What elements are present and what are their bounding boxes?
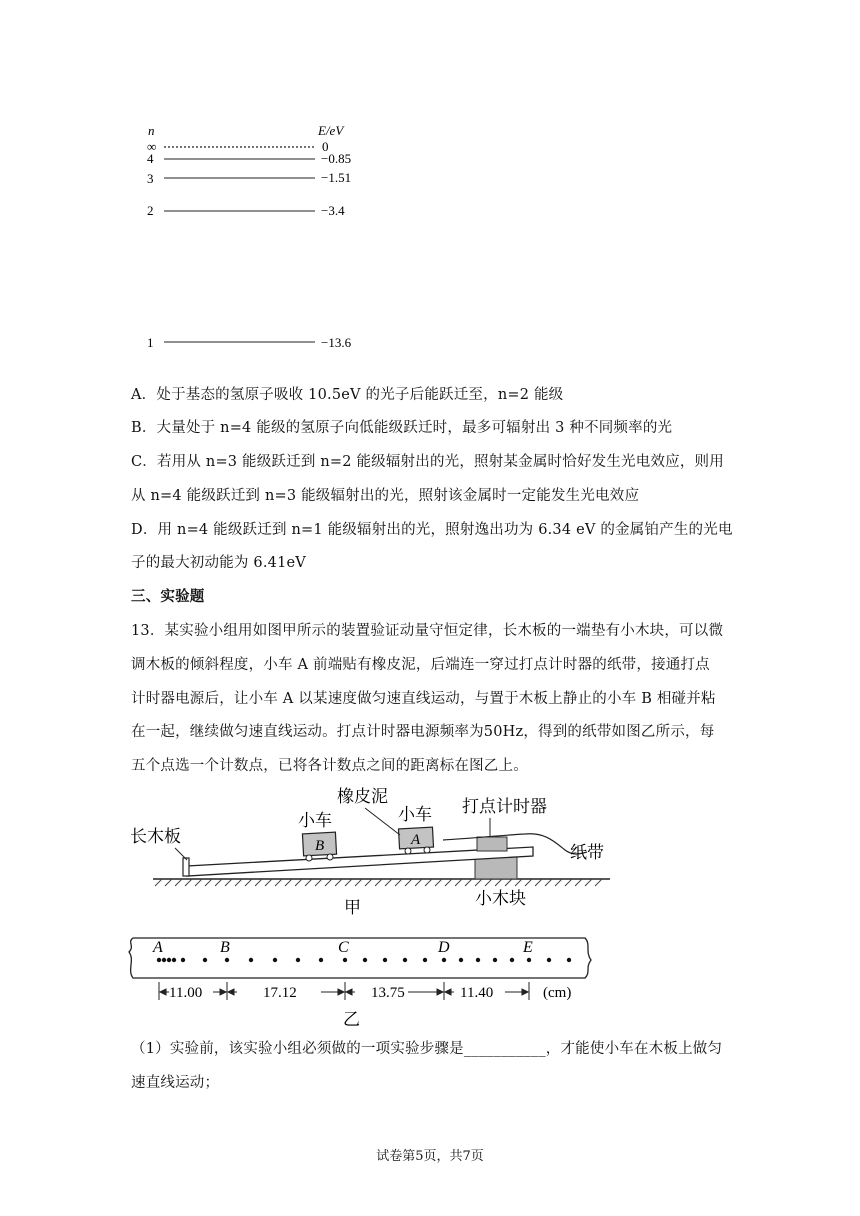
point-label-b: B (220, 939, 230, 956)
tape-dot (172, 958, 176, 962)
tape-dot (343, 958, 347, 962)
ground-hatching (155, 879, 602, 886)
distance-de: 11.40 (460, 985, 494, 1001)
tape-dot (442, 958, 446, 962)
level-n-1: 1 (147, 335, 154, 350)
option-d-line-2: 子的最大初动能为 6.41eV (131, 555, 306, 571)
apparatus-diagram (125, 780, 625, 920)
tape-dot (459, 958, 463, 962)
question-13-line-1: 13．某实验小组用如图甲所示的装置验证动量守恒定律，长木板的一端垫有小木块，可以微 (131, 623, 724, 639)
tape-dot (493, 958, 497, 962)
tape-dot (527, 958, 531, 962)
tape-dot (510, 958, 514, 962)
board-label: 长木板 (130, 827, 181, 846)
board-label-leader (175, 848, 187, 860)
cart-b-label: 小车 (298, 811, 332, 830)
tape-dot (423, 958, 427, 962)
n-axis-label: n (148, 123, 155, 138)
tape-dot (162, 958, 166, 962)
tape-strip (129, 938, 591, 978)
distance-unit: (cm) (543, 985, 572, 1001)
question-13-line-2: 调木板的倾斜程度，小车 A 前端贴有橡皮泥，后端连一穿过打点计时器的纸带，接通打点 (131, 657, 710, 673)
tape-dot (225, 958, 229, 962)
level-n-2: 2 (147, 203, 154, 218)
small-wood-block (475, 857, 517, 879)
tape-dot (181, 958, 185, 962)
level-e-1: −13.6 (321, 335, 352, 350)
point-label-a: A (153, 939, 163, 956)
level-e-3: −1.51 (321, 170, 352, 185)
option-c-line-2: 从 n=4 能级跃迁到 n=3 能级辐射出的光，照射该金属时一定能发生光电效应 (131, 488, 640, 504)
apparatus-caption: 甲 (344, 898, 361, 917)
tape-dot (403, 958, 407, 962)
cart-a-letter: A (411, 832, 421, 848)
cart-a-label: 小车 (398, 805, 432, 824)
subquestion-1-line-1: （1）实验前，该实验小组必须做的一项实验步骤是___________，才能使小车在木板上做匀 (131, 1041, 723, 1057)
level-n-inf: ∞ (147, 139, 157, 154)
distance-cd: 13.75 (371, 985, 405, 1001)
level-e-2: −3.4 (321, 203, 345, 218)
point-label-e: E (523, 939, 533, 956)
question-13-line-4: 在一起，继续做匀速直线运动。打点计时器电源频率为50Hz，得到的纸带如图乙所示，每 (131, 724, 715, 740)
point-label-c: C (338, 939, 349, 956)
energy-axis-label: E/eV (318, 123, 344, 138)
putty-label-leader (365, 808, 400, 835)
tape-dot (296, 958, 300, 962)
energy-level-diagram (140, 120, 400, 360)
dot-timer (477, 837, 507, 851)
question-13-line-3: 计时器电源后，让小车 A 以某速度做匀速直线运动，与置于木板上静止的小车 B 相碰并粘 (131, 691, 716, 707)
tape-dot (249, 958, 253, 962)
cart-a-wheel (405, 848, 411, 854)
subquestion-1-line-2: 速直线运动； (131, 1075, 220, 1091)
tape-caption: 乙 (343, 1010, 360, 1029)
level-n-4: 4 (147, 151, 154, 166)
cart-b-wheel (327, 854, 333, 860)
distance-bc: 17.12 (263, 985, 297, 1001)
tape-dot (319, 958, 323, 962)
cart-b-letter: B (315, 838, 325, 854)
cart-a-wheel (424, 847, 430, 853)
board-stopper (183, 858, 189, 876)
level-e-inf: 0 (322, 139, 329, 154)
tape-dot (157, 958, 161, 962)
option-a: A．处于基态的氢原子吸收 10.5eV 的光子后能跃迁至，n=2 能级 (131, 387, 564, 403)
page-footer: 试卷第5页，共7页 (376, 1149, 484, 1164)
putty-label: 橡皮泥 (337, 787, 388, 806)
level-n-3: 3 (147, 171, 154, 186)
tape-dot (203, 958, 207, 962)
block-label: 小木块 (475, 889, 526, 908)
option-d-line-1: D．用 n=4 能级跃迁到 n=1 能级辐射出的光，照射逸出功为 6.34 eV 的金属铂产生的光电 (131, 522, 733, 538)
option-c-line-1: C．若用从 n=3 能级跃迁到 n=2 能级辐射出的光，照射某金属时恰好发生光电效应，则用 (131, 454, 724, 470)
tape-dot (476, 958, 480, 962)
level-e-4: −0.85 (321, 151, 352, 166)
tape-dot (383, 958, 387, 962)
tape-label: 纸带 (570, 843, 604, 862)
tape-dot (567, 958, 571, 962)
tape-dot (547, 958, 551, 962)
timer-label: 打点计时器 (462, 797, 547, 816)
question-13-line-5: 五个点选一个计数点，已将各计数点之间的距离标在图乙上。 (131, 758, 528, 774)
tape-dot (167, 958, 171, 962)
option-b: B．大量处于 n=4 能级的氢原子向低能级跃迁时，最多可辐射出 3 种不同频率的光 (131, 420, 673, 436)
tape-diagram (125, 930, 595, 1030)
distance-ab: 11.00 (169, 985, 203, 1001)
section-heading: 三、实验题 (131, 588, 205, 605)
point-label-d: D (438, 939, 450, 956)
tape-dot (273, 958, 277, 962)
tape-dot (363, 958, 367, 962)
cart-b-wheel (306, 855, 312, 861)
